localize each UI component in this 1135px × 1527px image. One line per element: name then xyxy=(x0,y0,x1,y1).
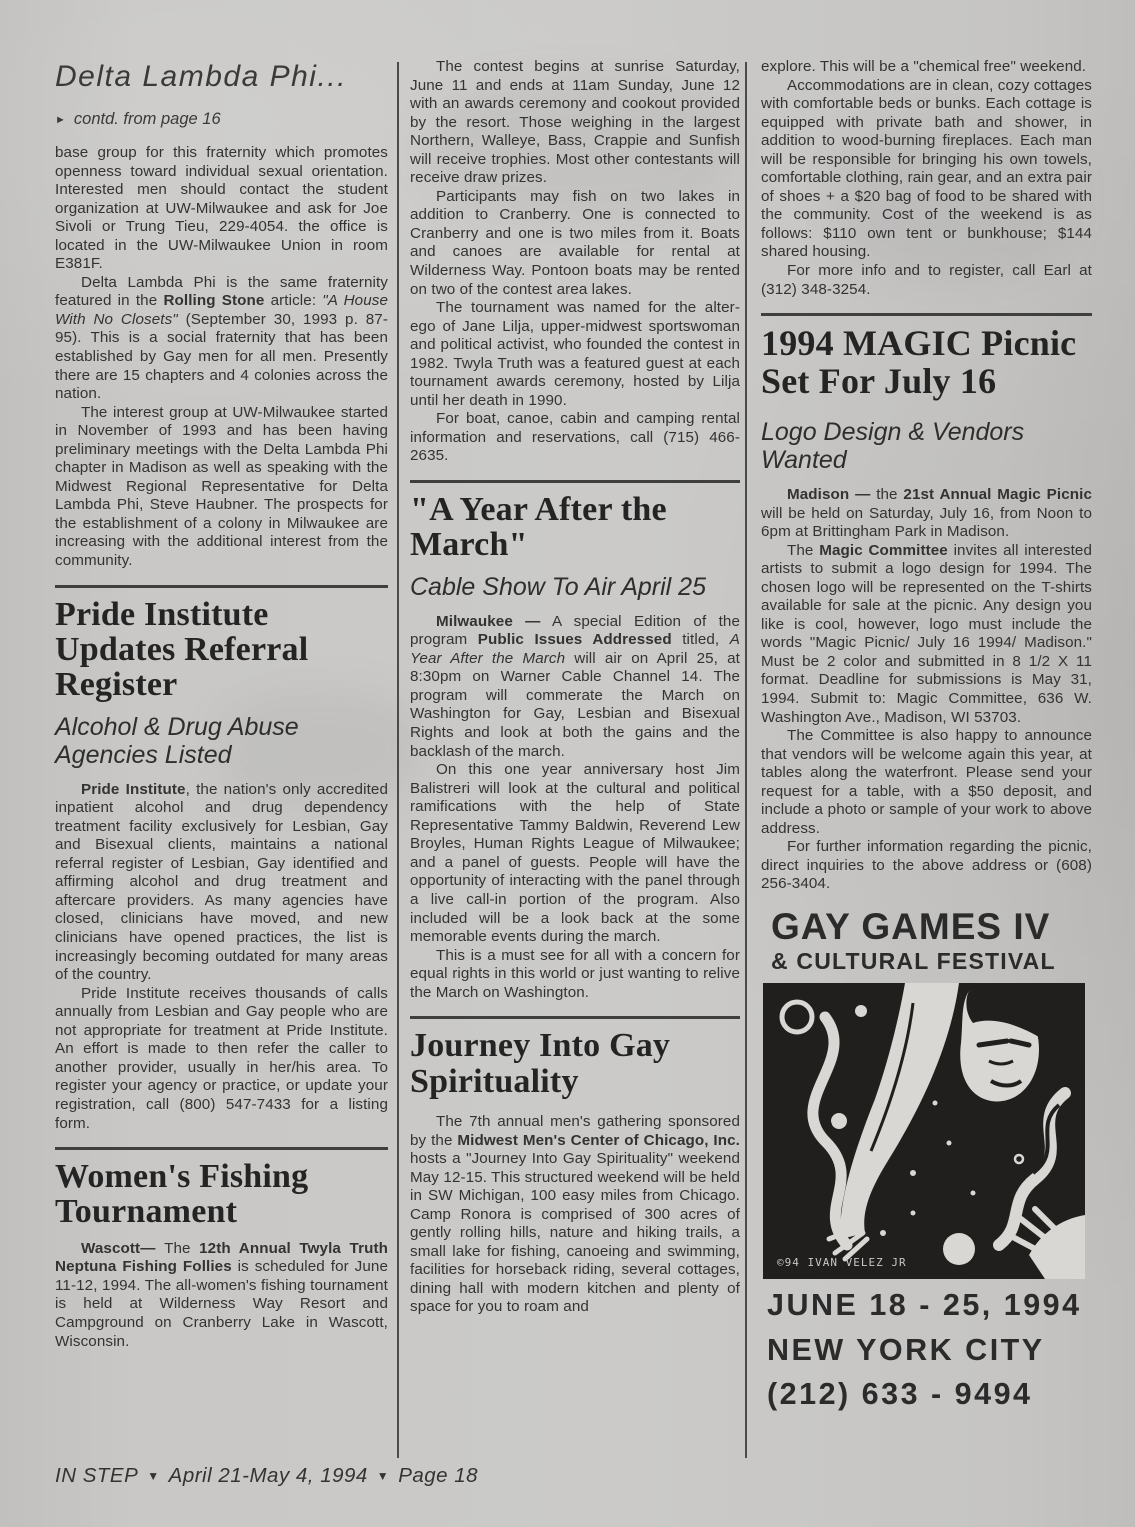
ad-artwork xyxy=(763,983,1085,1279)
publication-name: IN STEP xyxy=(55,1464,139,1487)
article-title: Delta Lambda Phi... xyxy=(55,60,347,93)
article-title: "A Year After the March" xyxy=(410,491,667,564)
issue-date: April 21-May 4, 1994 xyxy=(168,1464,368,1487)
article-womens-fishing xyxy=(55,1159,388,1351)
paragraph: base group for this fraternity which promotes openness toward individual sexual orientation. Interested men should contact the student organization at UW-Milwaukee and ask for Joe Sivoli or Trung Tieu, 229-4054. the office is located in the UW-Milwaukee Union in room E381F. xyxy=(55,144,388,273)
paragraph: explore. This will be a "chemical free" weekend. xyxy=(761,58,1087,75)
paragraph: Accommodations are in clean, cozy cottages with comfortable beds or bunks. Each cottage is equipped with private bath and shower, in addition to wood-burning fireplaces. Each man will be responsible for bringing his own towels, comfortable clothing, rain gear, and an extra pair of shoes + a $20 bag of food to be shared with the community. Cost of the weekend is as follows: $110 own tent or bunkhouse; $144 shared housing. xyxy=(761,76,1092,261)
article-subtitle: Cable Show To Air April 25 xyxy=(410,572,706,601)
section-rule xyxy=(761,313,1092,316)
paragraph: The interest group at UW-Milwaukee started in November of 1993 and has been having preliminary meetings with the Delta Lambda Phi chapter in Madison as well as speaking with the Midwest Regional Representative for Delta Lambda Phi, Steve Haubner. The prospects for the establishment of a colony in Milwaukee are increasing with the additional interest from the community. xyxy=(55,403,388,570)
article-journey-continued xyxy=(761,58,1092,299)
page-number: Page 18 xyxy=(398,1464,479,1487)
ad-subheadline: & CULTURAL FESTIVAL xyxy=(771,948,1056,975)
paragraph: For boat, canoe, cabin and camping rental information and reservations, call (715) 466-2635. xyxy=(410,410,740,465)
article-title: 1994 MAGIC Picnic Set For July 16 xyxy=(761,323,1077,401)
article-magic-picnic xyxy=(761,325,1092,894)
paragraph: Madison — the 21st Annual Magic Picnic will be held on Saturday, July 16, from Noon to 6pm at Brittingham Park in Madison. xyxy=(761,485,1092,541)
paragraph: The Magic Committee invites all interested artists to submit a logo design for 1994. The chosen logo will be represented on the T-shirts available for sale at the picnic. Any design you like is cool, however, logo must include the words "Magic Picnic/ July 16 1994/ Madison." Must be 2 color and submitted in 8 1/2 X 11 format. Deadline for submissions is May 31, 1994. Submit to: Magic Committee, 636 W. Washington Ave., Madison, WI 53703. xyxy=(761,541,1092,726)
article-title: Pride Institute Updates Referral Register xyxy=(55,595,309,704)
article-title: Women's Fishing Tournament xyxy=(55,1158,309,1231)
triangle-separator-icon: ▼ xyxy=(376,1469,390,1483)
paragraph: The 7th annual men's gathering sponsored by the Midwest Men's Center of Chicago, Inc. hosts a "Journey Into Gay Spirituality" weekend May 12-15. This structured weekend will be held in SW Michigan, 100 easy miles from Chicago. Camp Ronora is comprised of 300 acres of gently rolling hills, nature and hiking trails, a small lake for fishing, canoeing and swimming, facilities for horseback riding, several cottages, dining hall with modern kitchen and plenty of space for you to roam and xyxy=(410,1112,740,1316)
paragraph: Participants may fish on two lakes in addition to Cranberry. One is connected to Cranberry and one is two miles from it. Boats and canoes are available for rental at Wilderness Way. Pontoon boats may be rented on two of the contest area lakes. xyxy=(410,187,740,298)
paragraph: Pride Institute receives thousands of calls annually from Lesbian and Gay people who are not appropriate for treatment at Pride Institute. An effort is made to then refer the caller to another provider, usually in her/his area. To register your agency or practice, or update your registration, call (800) 547-7433 for a listing form. xyxy=(55,984,388,1132)
column-divider xyxy=(745,62,747,1458)
section-rule xyxy=(410,480,740,483)
article-year-after-march xyxy=(410,492,740,1002)
article-pride-institute xyxy=(55,597,388,1133)
ad-city: NEW YORK CITY xyxy=(767,1332,1045,1367)
arrow-right-icon: ► xyxy=(55,114,66,126)
triangle-separator-icon: ▼ xyxy=(147,1469,160,1483)
paragraph: Wascott— The 12th Annual Twyla Truth Neptuna Fishing Follies is scheduled for June 11-12, 1994. The all-women's fishing tournament is held at Wilderness Way Resort and Campground on Cranberry Lake in Wascott, Wisconsin. xyxy=(55,1239,389,1350)
article-womens-fishing-continued xyxy=(410,58,740,466)
article-journey-spirituality xyxy=(410,1028,740,1317)
page-footer xyxy=(55,1464,478,1488)
column-divider xyxy=(397,62,399,1458)
section-rule xyxy=(55,585,388,588)
column-2 xyxy=(410,58,740,1317)
paragraph: For more info and to register, call Earl at (312) 348-3254. xyxy=(761,262,1092,298)
paragraph: For further information regarding the picnic, direct inquiries to the above address or (608) 256-3404. xyxy=(761,838,1092,893)
article-delta-lambda-phi xyxy=(55,60,388,571)
paragraph: The tournament was named for the alter-ego of Jane Lilja, upper-midwest sportswoman and political activist, who founded the contest in 1982. Twyla Truth was a featured guest at each tournament awards ceremony, hosted by Lilja until her death in 1990. xyxy=(410,299,740,409)
paragraph: On this one year anniversary host Jim Balistreri will look at the cultural and political ramifications with the help of State Representative Tammy Baldwin, Reverend Lew Broyles, Human Rights League of Milwaukee; and a panel of guests. People will have the opportunity of interacting with the panel through a live call-in portion of the program. Also included will be a look back at the some memorable events during the march. xyxy=(410,761,740,946)
column-1 xyxy=(55,58,388,1351)
article-subtitle: Logo Design & Vendors Wanted xyxy=(761,417,1025,474)
column-3 xyxy=(761,58,1092,1413)
section-rule xyxy=(55,1147,388,1150)
article-title: Journey Into Gay Spirituality xyxy=(410,1027,671,1100)
section-rule xyxy=(410,1016,740,1019)
paragraph: Milwaukee — A special Edition of the program Public Issues Addressed titled, A Year After the March will air on April 25, at 8:30pm on Warner Cable Channel 14. The program will commerate the March on Washington for Gay, Lesbian and Bisexual Rights and look at both the gains and the backlash of the march. xyxy=(410,612,741,760)
continued-from-note xyxy=(55,110,388,129)
paragraph: The contest begins at sunrise Saturday, June 11 and ends at 11am Sunday, June 12 with an awards ceremony and cookout provided by the resort. Those weighing in the largest Northern, Walleye, Bass, Crappie and Sunfish will receive trophies. Most other contestants will receive draw prizes. xyxy=(410,58,740,187)
paragraph: The Committee is also happy to announce that vendors will be welcome again this year, at tables along the waterfront. Please send your request for a table, with a $50 deposit, and include a photo or sample of your work to above address. xyxy=(761,727,1092,837)
gay-games-ad xyxy=(761,908,1092,1413)
artist-credit: ©94 IVAN VELEZ JR xyxy=(777,1256,907,1270)
article-subtitle: Alcohol & Drug Abuse Agencies Listed xyxy=(55,712,299,769)
paragraph: Delta Lambda Phi is the same fraternity featured in the Rolling Stone article: "A House With No Closets" (September 30, 1993 p. 87-95). This is a social fraternity that has been established by Gay men for all men. Presently there are 15 chapters and 4 colonies across the nation. xyxy=(55,273,389,403)
swimmer-illustration xyxy=(763,983,1085,1279)
paragraph: This is a must see for all with a concern for equal rights in this world or just wanting to relive the March on Washington. xyxy=(410,946,740,1001)
continued-from-text: contd. from page 16 xyxy=(73,110,221,128)
ad-headline: GAY GAMES IV xyxy=(771,906,1051,948)
ad-phone: (212) 633 - 9494 xyxy=(767,1377,1033,1412)
ad-date: JUNE 18 - 25, 1994 xyxy=(767,1288,1082,1323)
paragraph: Pride Institute, the nation's only accredited inpatient alcohol and drug dependency treatment facility exclusively for Lesbian, Gay and Bisexual clients, maintains a national referral register of Lesbian, Gay identified and affirming alcohol and drug treatment and aftercare providers. As many agencies have closed, clinicians have moved, and new clinicians have opened practices, the list is increasingly becoming outdated for many areas of the country. xyxy=(55,780,388,984)
